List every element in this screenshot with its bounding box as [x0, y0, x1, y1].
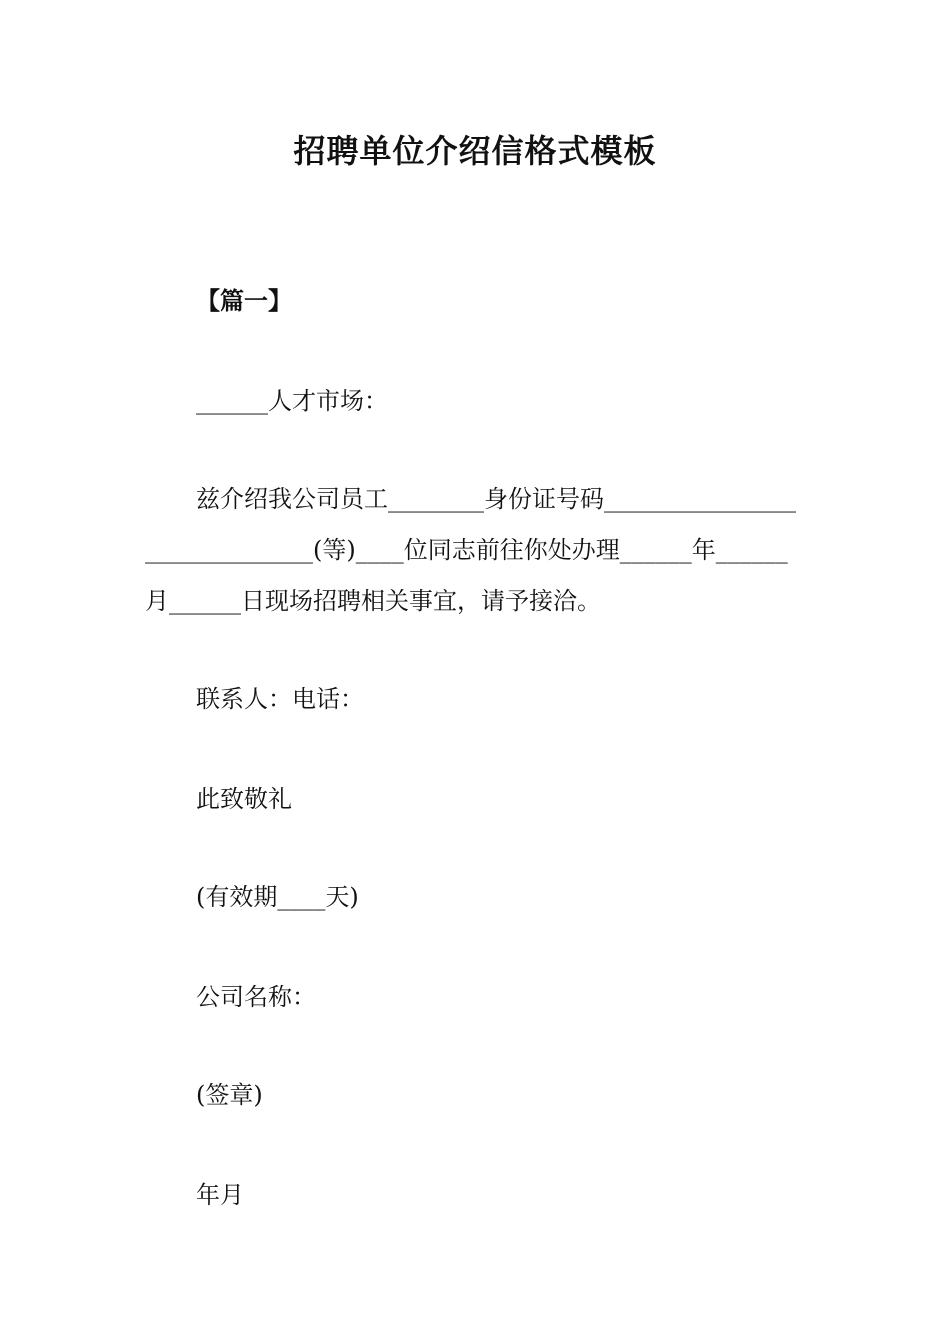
closing-line: 此致敬礼 — [196, 785, 292, 813]
section-label: 【篇一】 — [196, 287, 292, 315]
body-paragraph: 兹介绍我公司员工________身份证号码______________________________(等)____位同志前往你处办理______年______月______日现场招聘相关事宜，请予接洽。 — [145, 485, 796, 615]
company-name-line: 公司名称： — [196, 983, 316, 1011]
document-title: 招聘单位介绍信格式模板 — [293, 132, 657, 170]
contact-line: 联系人：电话： — [196, 685, 364, 713]
date-line: 年月 — [196, 1181, 244, 1209]
validity-line: (有效期____天) — [196, 883, 359, 911]
salutation-line: ______人才市场： — [196, 387, 388, 415]
seal-line: (签章) — [196, 1081, 263, 1109]
